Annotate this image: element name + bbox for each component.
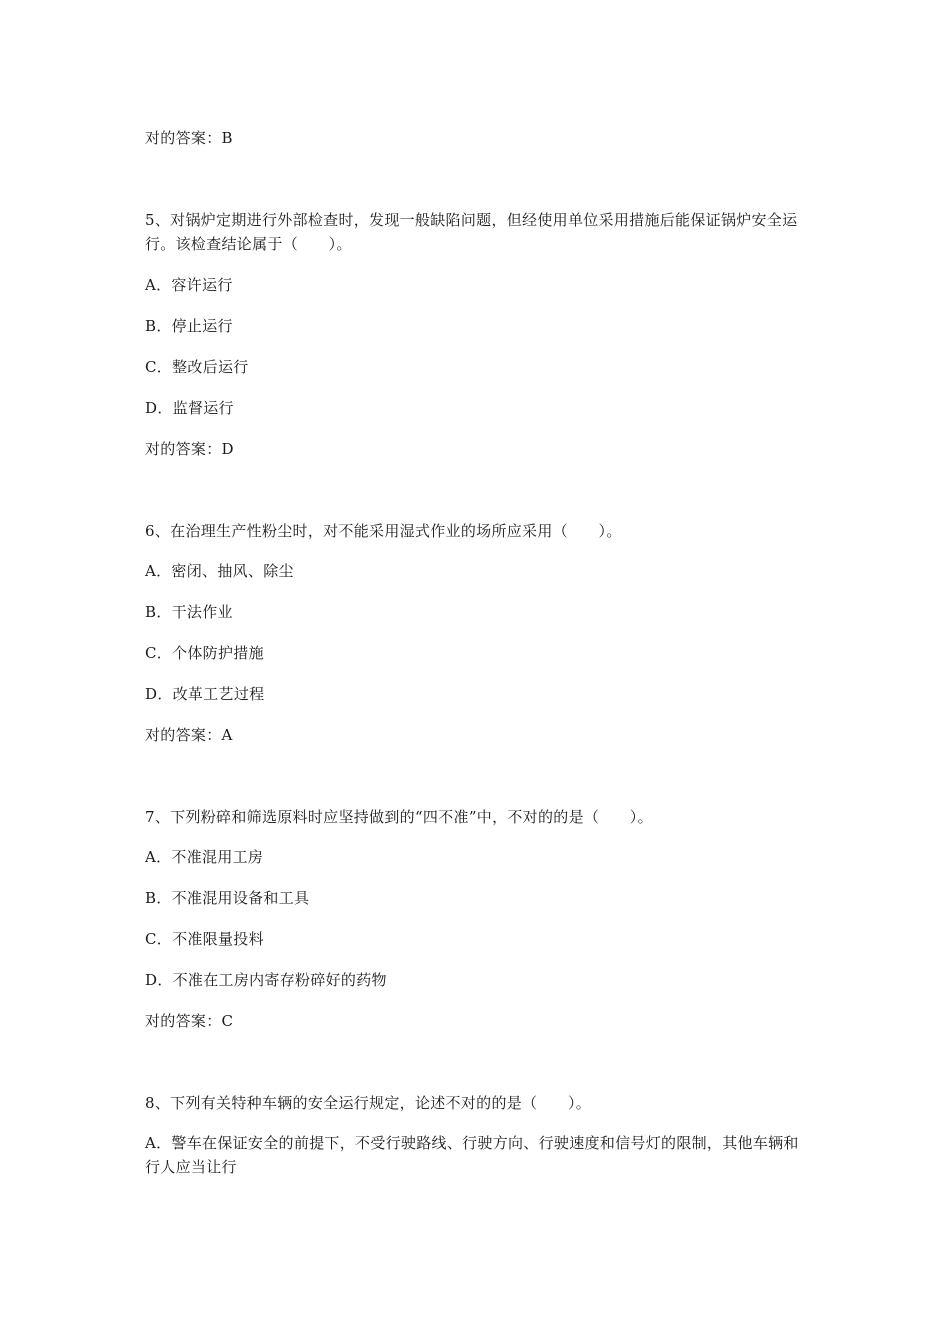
option-c: C．个体防护措施 bbox=[145, 644, 264, 662]
option-a: A．密闭、抽风、除尘 bbox=[145, 562, 294, 580]
option-d: D．不准在工房内寄存粉碎好的药物 bbox=[145, 971, 387, 989]
option-b: B．停止运行 bbox=[145, 317, 233, 335]
answer: 对的答案：A bbox=[145, 726, 233, 744]
answer: 对的答案：D bbox=[145, 440, 234, 458]
option-d: D．监督运行 bbox=[145, 399, 234, 417]
option-b: B．干法作业 bbox=[145, 603, 233, 621]
question-stem: 6、在治理生产性粉尘时，对不能采用湿式作业的场所应采用（ ）。 bbox=[145, 522, 622, 540]
option-c: C．整改后运行 bbox=[145, 358, 249, 376]
document-page bbox=[145, 0, 810, 1344]
question-stem: 5、对锅炉定期进行外部检查时，发现一般缺陷问题，但经使用单位采用措施后能保证锅炉安全运行。该检查结论属于（ ）。 bbox=[145, 211, 798, 253]
answer: 对的答案：C bbox=[145, 1012, 234, 1030]
option-c: C．不准限量投料 bbox=[145, 930, 264, 948]
option-b: B．不准混用设备和工具 bbox=[145, 889, 310, 907]
question-stem: 8、下列有关特种车辆的安全运行规定，论述不对的的是（ ）。 bbox=[145, 1094, 592, 1112]
option-a: A．容许运行 bbox=[145, 276, 233, 294]
option-a: A．不准混用工房 bbox=[145, 848, 264, 866]
option-d: D．改革工艺过程 bbox=[145, 685, 265, 703]
option-a: A．警车在保证安全的前提下，不受行驶路线、行驶方向、行驶速度和信号灯的限制，其他车辆和行人应当让行 bbox=[145, 1134, 799, 1176]
previous-answer: 对的答案：B bbox=[145, 129, 233, 147]
question-stem: 7、下列粉碎和筛选原料时应坚持做到的“四不准”中，不对的的是（ ）。 bbox=[145, 808, 653, 826]
